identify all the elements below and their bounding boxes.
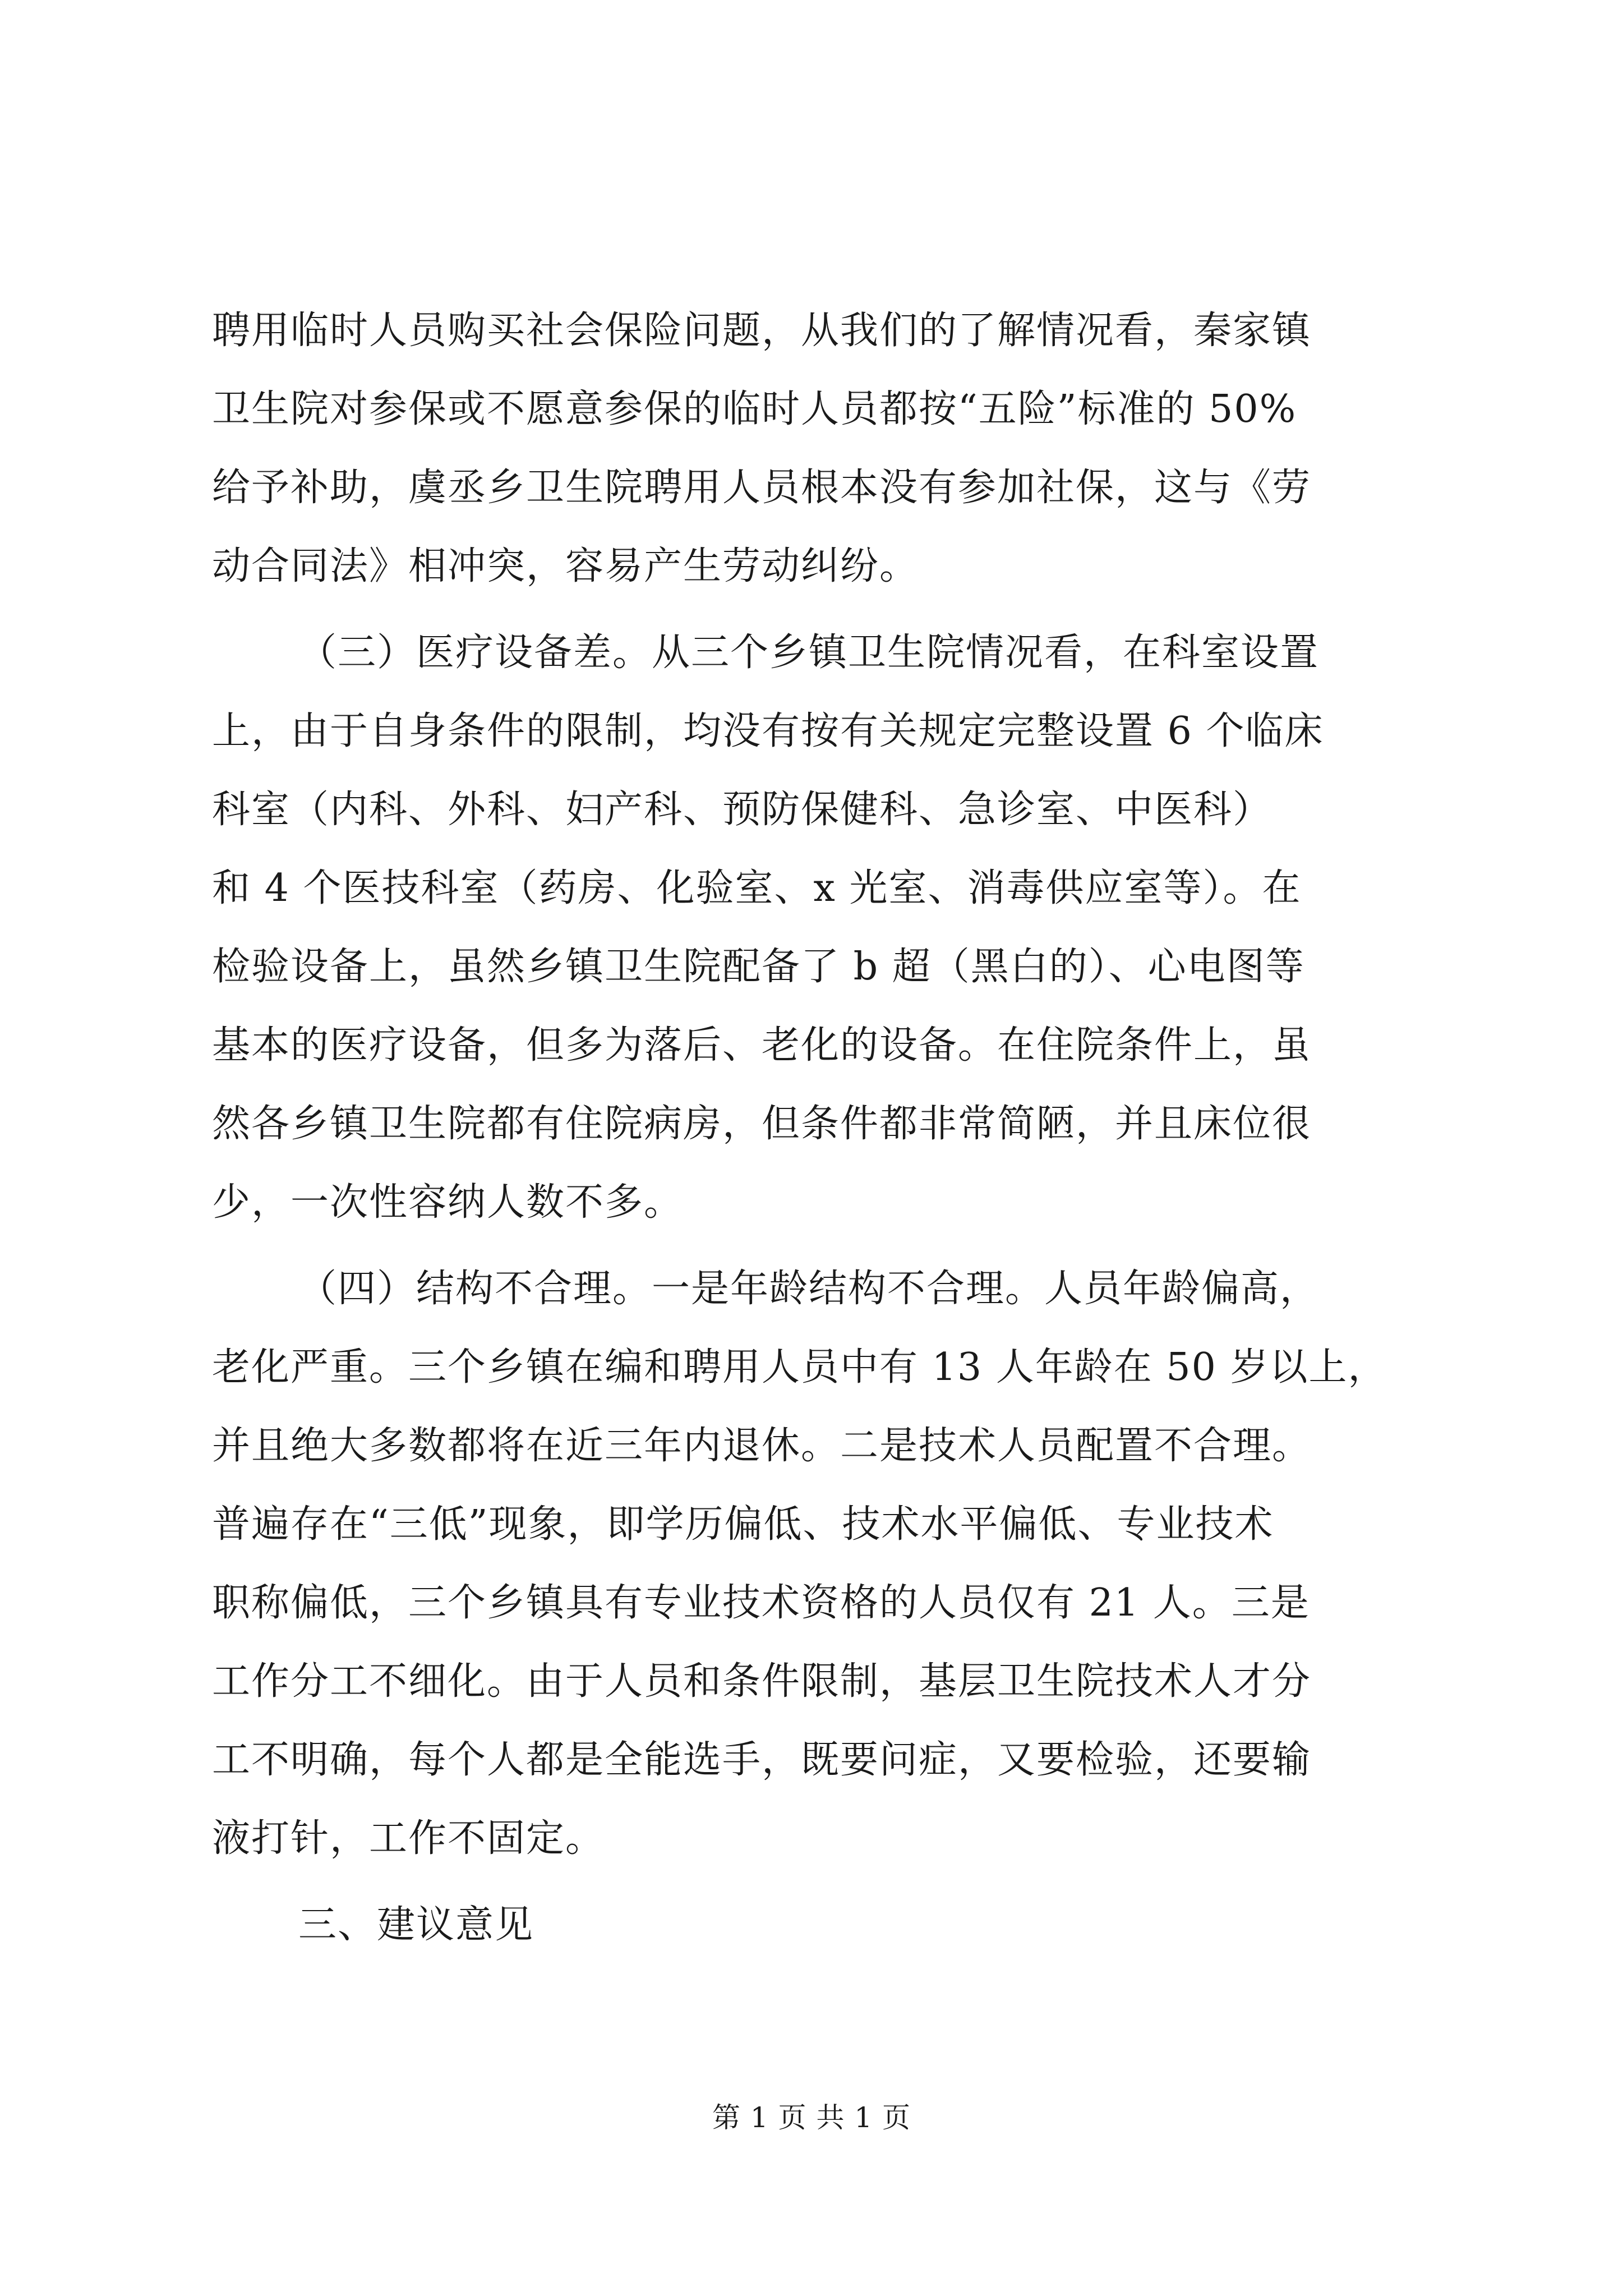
paragraph-heading-3: （三）医疗设备差。从三个乡镇卫生院情况看，在科室设置	[298, 631, 1320, 675]
text-line: 并且绝大多数都将在近三年内退休。二是技术人员配置不合理。	[212, 1424, 1312, 1468]
page-footer: 第 1 页 共 1 页	[712, 2101, 911, 2134]
section-heading: 三、建议意见	[298, 1903, 534, 1947]
paragraph-heading-4: （四）结构不合理。一是年龄结构不合理。人员年龄偏高，	[298, 1267, 1320, 1311]
text-line: 工不明确，每个人都是全能选手，既要问症，又要检验，还要输	[212, 1738, 1312, 1782]
text-line: 检验设备上，虽然乡镇卫生院配备了 b 超（黑白的）、心电图等	[212, 945, 1305, 989]
text-line: 聘用临时人员购买社会保险问题，从我们的了解情况看，秦家镇	[212, 309, 1312, 353]
text-line: 少，一次性容纳人数不多。	[212, 1180, 684, 1225]
text-line: 职称偏低，三个乡镇具有专业技术资格的人员仅有 21 人。三是	[212, 1581, 1310, 1625]
text-line: 老化严重。三个乡镇在编和聘用人员中有 13 人年龄在 50 岁以上，	[212, 1345, 1387, 1389]
text-line: 上，由于自身条件的限制，均没有按有关规定完整设置 6 个临床	[212, 709, 1324, 753]
text-line: 卫生院对参保或不愿意参保的临时人员都按“五险”标准的 50%	[212, 387, 1297, 431]
text-line: 给予补助，虞丞乡卫生院聘用人员根本没有参加社保，这与《劳	[212, 466, 1312, 510]
text-line: 然各乡镇卫生院都有住院病房，但条件都非常简陋，并且床位很	[212, 1102, 1312, 1146]
text-line: 普遍存在“三低”现象，即学历偏低、技术水平偏低、专业技术	[212, 1502, 1274, 1547]
text-line: 科室（内科、外科、妇产科、预防保健科、急诊室、中医科）	[212, 788, 1272, 832]
text-line: 动合同法》相冲突，容易产生劳动纠纷。	[212, 544, 919, 588]
document-body	[212, 292, 1440, 1964]
text-line: 和 4 个医技科室（药房、化验室、x 光室、消毒供应室等）。在	[212, 866, 1302, 910]
text-line: 基本的医疗设备，但多为落后、老化的设备。在住院条件上，虽	[212, 1023, 1312, 1068]
text-line: 液打针，工作不固定。	[212, 1816, 605, 1861]
text-line: 工作分工不细化。由于人员和条件限制，基层卫生院技术人才分	[212, 1659, 1312, 1704]
